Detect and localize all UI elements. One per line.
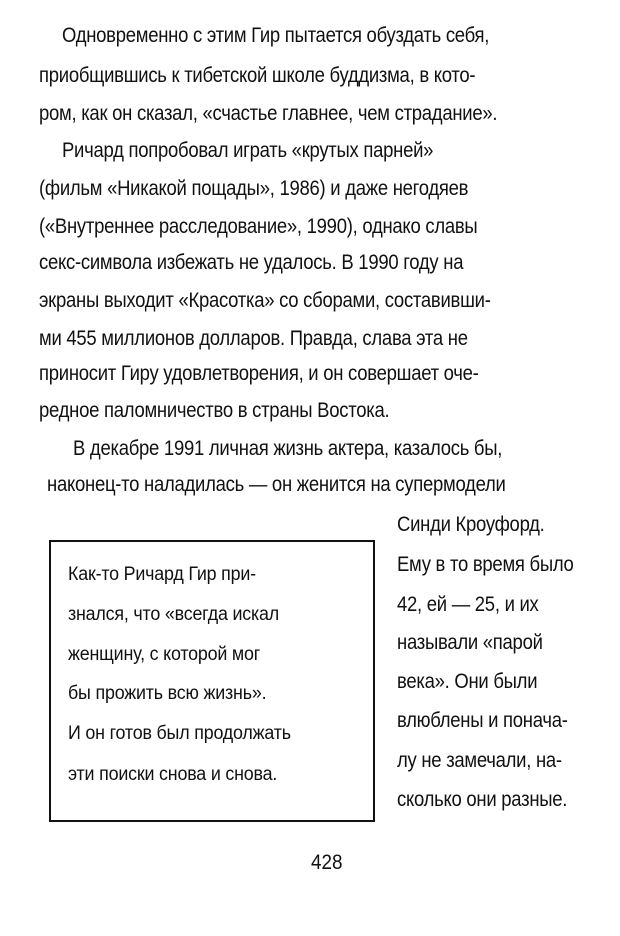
text-line: приобщившись к тибетской школе буддизма, в кото-: [39, 64, 476, 87]
box-line: эти поиски снова и снова.: [68, 764, 278, 785]
text-line: называли «парой: [397, 631, 543, 654]
text-line: сколько они разные.: [397, 788, 568, 811]
text-line: («Внутреннее расследование», 1990), однако славы: [39, 215, 478, 238]
text-line: Ему в то время было: [397, 553, 574, 576]
text-line: экраны выходит «Красотка» со сборами, составивши-: [39, 289, 491, 312]
text-line: ми 455 миллионов долларов. Правда, слава эта не: [39, 327, 468, 350]
text-line: В декабре 1991 личная жизнь актера, казалось бы,: [73, 437, 503, 460]
page-number: 428: [311, 851, 343, 874]
box-line: бы прожить всю жизнь».: [68, 683, 267, 704]
text-line: приносит Гиру удовлетворения, и он совершает оче-: [39, 362, 479, 385]
box-line: И он готов был продолжать: [68, 723, 291, 744]
text-line: (фильм «Никакой пощады», 1986) и даже негодяев: [39, 177, 469, 200]
text-line: секс-символа избежать не удалось. В 1990 году на: [39, 251, 464, 274]
box-line: знался, что «всегда искал: [68, 604, 280, 625]
text-line: Синди Кроуфорд.: [397, 513, 545, 536]
text-line: века». Они были: [397, 670, 538, 693]
text-line: 42, ей — 25, и их: [397, 593, 539, 616]
text-line: редное паломничество в страны Востока.: [39, 399, 390, 422]
text-line: Ричард попробовал играть «крутых парней»: [62, 139, 434, 162]
text-line: наконец-то наладилась — он женится на супермодели: [47, 473, 506, 496]
box-line: женщину, с которой мог: [68, 644, 261, 665]
text-line: лу не замечали, на-: [397, 749, 562, 772]
quote-sidebar-box: [49, 540, 375, 822]
text-line: Одновременно с этим Гир пытается обуздать себя,: [62, 24, 490, 47]
text-line: влюблены и понача-: [397, 709, 568, 732]
box-line: Как-то Ричард Гир при-: [68, 564, 256, 585]
text-line: ром, как он сказал, «счастье главнее, чем страдание».: [39, 102, 498, 125]
